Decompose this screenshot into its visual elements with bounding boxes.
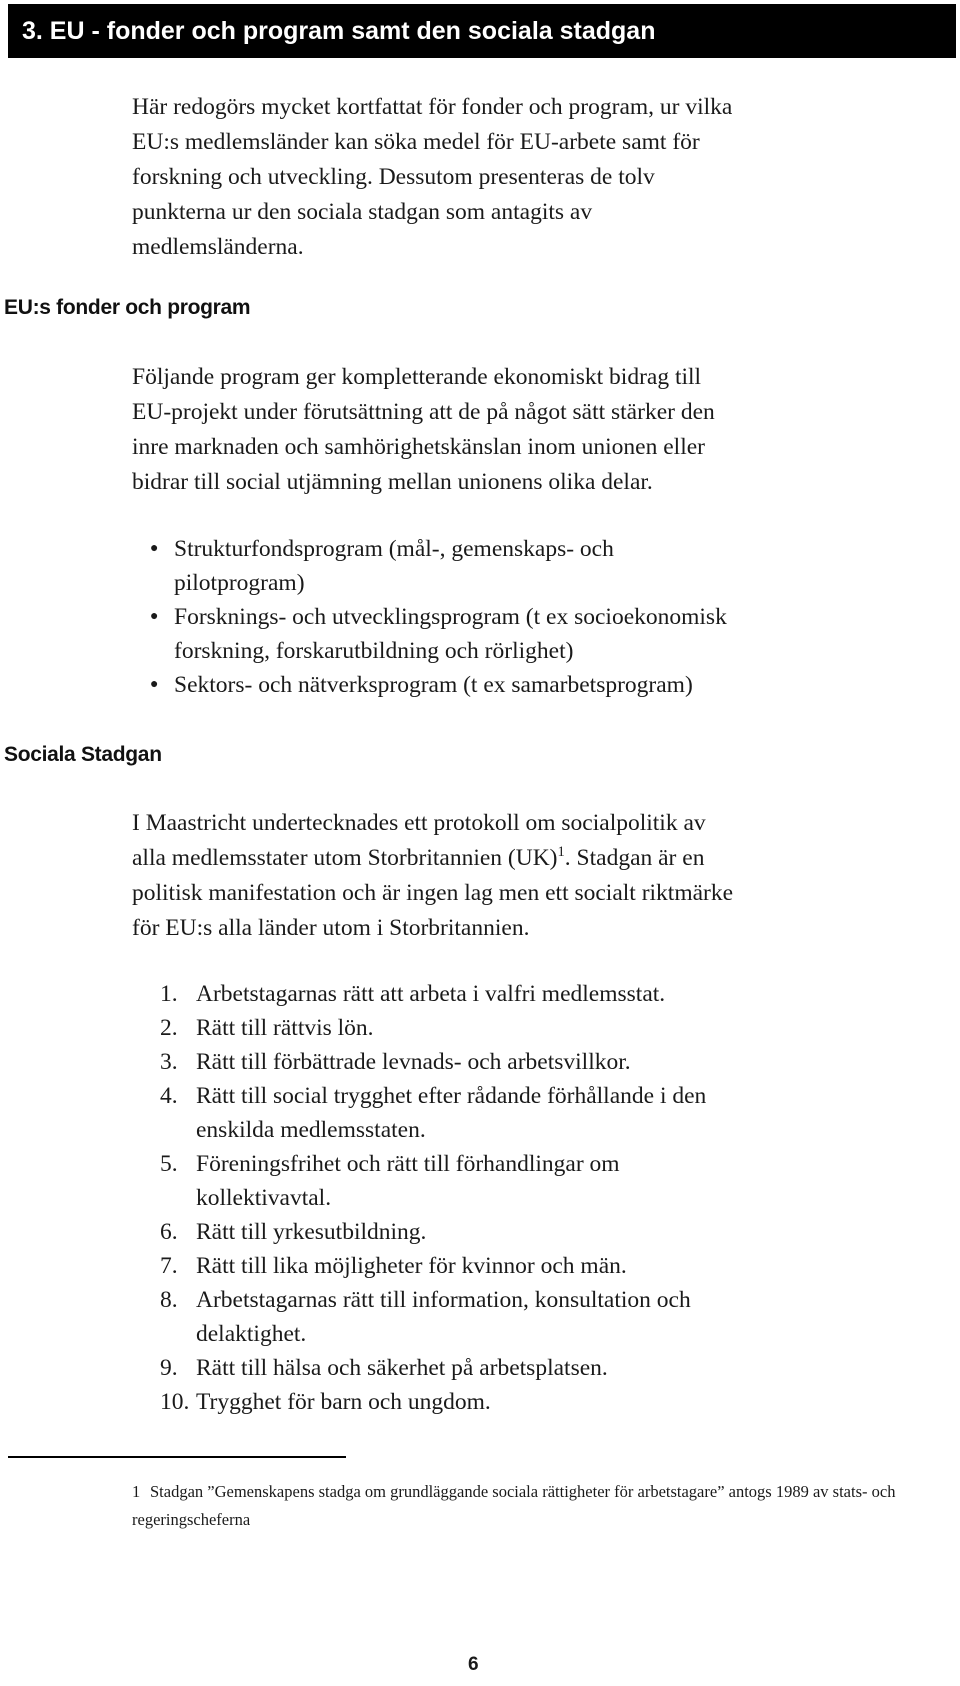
section-heading-social-charter: Sociala Stadgan xyxy=(4,743,162,766)
list-item: ● Strukturfondsprogram (mål-, gemenskaps- och pilotprogram) xyxy=(132,532,922,600)
bullet-icon: ● xyxy=(150,541,159,556)
footnote-divider xyxy=(8,1456,346,1458)
bullet-icon: ● xyxy=(150,609,159,624)
footnote xyxy=(132,1478,932,1534)
social-charter-paragraph: I Maastricht undertecknades ett protokoll om socialpolitik av alla medlemsstater utom Storbritannien (UK)$^1$. Stadgan är en politisk manifestation och är ingen lag men ett socialt riktmärke för EU:s alla länder utom i Storbritannien. xyxy=(132,810,734,941)
list-item: 8. Arbetstagarnas rätt till information, konsultation och delaktighet. xyxy=(160,1287,691,1347)
program-bullet-list xyxy=(132,532,922,702)
list-item: 6. Rätt till yrkesutbildning. xyxy=(160,1219,427,1245)
footnote-mark: 1 xyxy=(132,1482,141,1501)
chapter-title: 3. EU - fonder och program samt den sociala stadgan xyxy=(22,17,656,45)
list-item: 10. Trygghet för barn och ungdom. xyxy=(160,1389,491,1415)
list-item: 4. Rätt till social trygghet efter rådande förhållande i den enskilda medlemsstaten. xyxy=(160,1083,707,1143)
bullet-icon: ● xyxy=(150,677,159,692)
section-heading-eu-funds: EU:s fonder och program xyxy=(4,296,251,319)
intro-paragraph: Här redogörs mycket kortfattat för fonder och program, ur vilka EU:s medlemsländer kan söka medel för EU-arbete samt för forskning och utveckling. Dessutom presenteras de tolv punkterna ur den sociala stadgan som antagits av medlemsländerna. xyxy=(132,94,733,260)
footnote-text: Stadgan ”Gemenskapens stadga om grundläggande sociala rättigheter för arbetstagare” antogs 1989 av stats- och regeringscheferna xyxy=(132,1482,896,1529)
footnote-reference[interactable]: 1 xyxy=(557,844,565,861)
list-item: 9. Rätt till hälsa och säkerhet på arbetsplatsen. xyxy=(160,1355,608,1381)
list-item: ● Sektors- och nätverksprogram (t ex samarbetsprogram) xyxy=(132,668,922,702)
rights-numbered-list xyxy=(160,977,920,1419)
list-item: ● Forsknings- och utvecklingsprogram (t ex socioekonomisk forskning, forskarutbildning och rörlighet) xyxy=(132,600,922,668)
list-item: 1. Arbetstagarnas rätt att arbeta i valfri medlemsstat. xyxy=(160,981,666,1007)
list-item: 5. Föreningsfrihet och rätt till förhandlingar om kollektivavtal. xyxy=(160,1151,620,1211)
page-number: 6 xyxy=(468,1654,479,1675)
list-item: 3. Rätt till förbättrade levnads- och arbetsvillkor. xyxy=(160,1049,631,1075)
list-item: 7. Rätt till lika möjligheter för kvinnor och män. xyxy=(160,1253,627,1279)
list-item: 2. Rätt till rättvis lön. xyxy=(160,1015,374,1041)
chapter-header xyxy=(8,4,956,58)
eu-funds-paragraph: Följande program ger kompletterande ekonomiskt bidrag till EU-projekt under förutsättning att de på något sätt stärker den inre marknaden och samhörighetskänslan inom unionen eller bidrar till social utjämning mellan unionens olika delar. xyxy=(132,364,715,495)
